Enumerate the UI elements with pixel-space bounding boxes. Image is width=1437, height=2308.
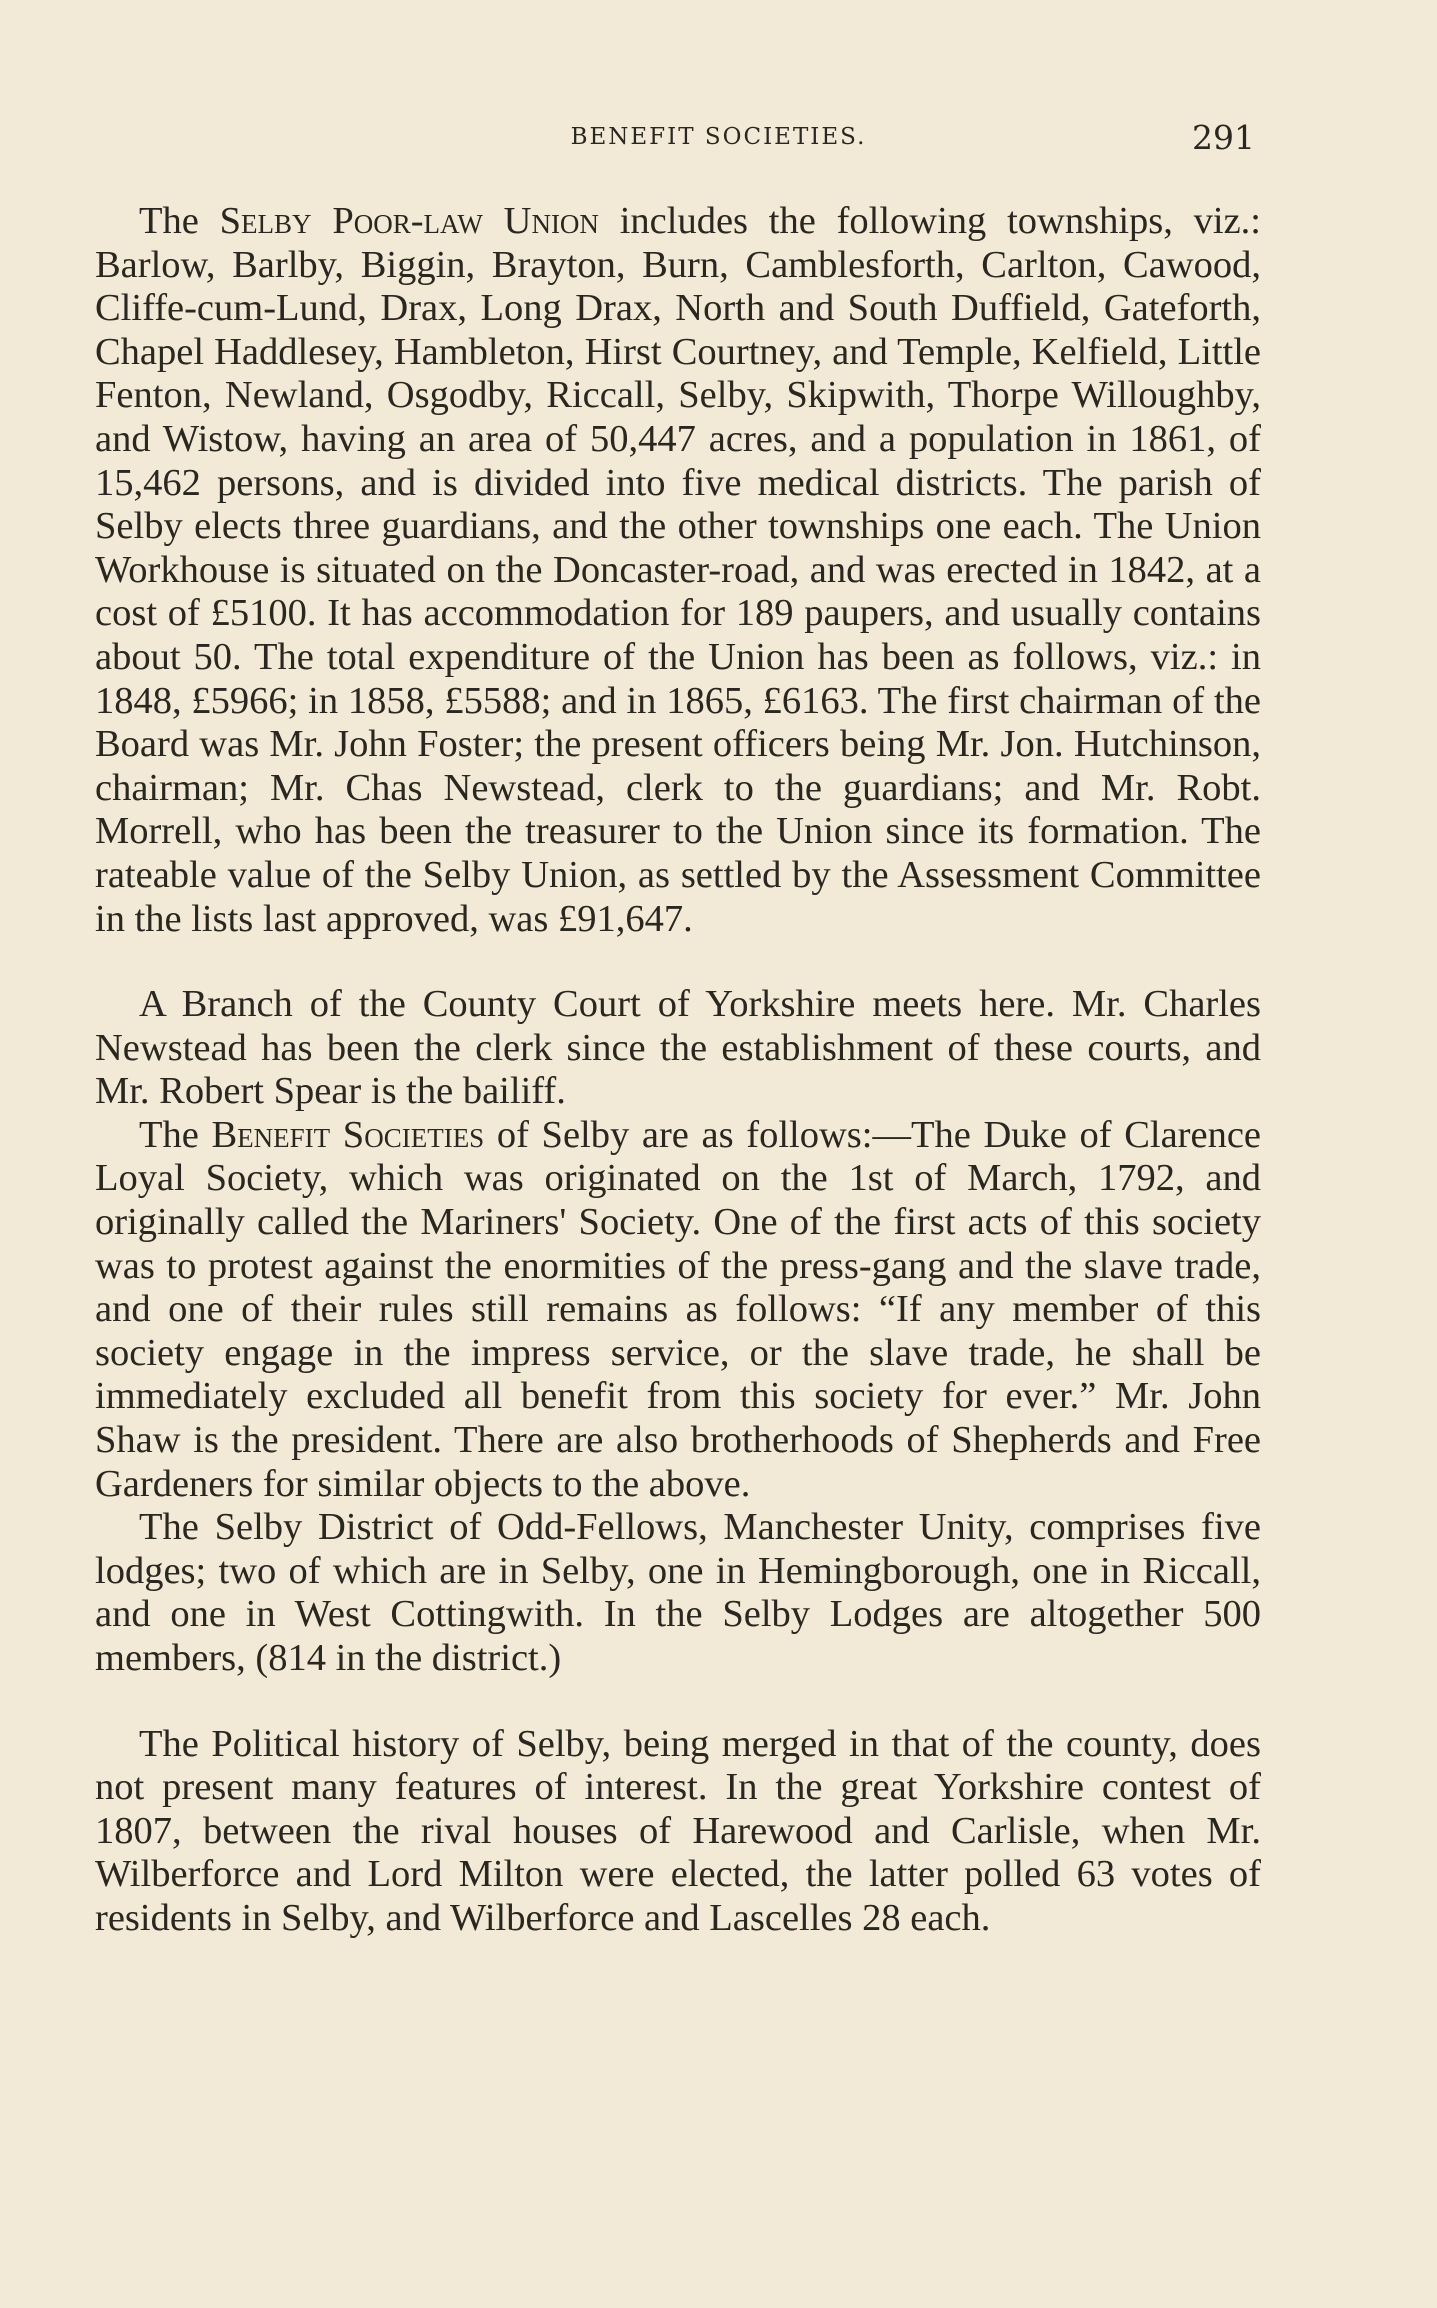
running-head-title: BENEFIT SOCIETIES. bbox=[570, 124, 867, 150]
body-text bbox=[95, 200, 1261, 1941]
paragraph-odd-fellows: The Selby District of Odd-Fellows, Manchester Unity, comprises five lodges; two of which are in Selby, one in Hemingborough, one in Riccall, and one in West Cottingwith. In the Selby Lodges are altogether 500 members, (814 in the district.) bbox=[95, 1506, 1261, 1679]
small-caps-heading: Benefit Societies bbox=[211, 1113, 485, 1156]
paragraph-county-court: A Branch of the County Court of Yorkshire meets here. Mr. Charles Newstead has been the clerk since the establishment of these courts, and Mr. Robert Spear is the bailiff. bbox=[95, 983, 1261, 1113]
small-caps-heading: Selby Poor-law Union bbox=[219, 200, 599, 242]
paragraph-lead: The bbox=[139, 1113, 212, 1156]
page-number: 291 bbox=[1192, 118, 1255, 157]
paragraph-benefit-societies bbox=[95, 1114, 1261, 1506]
paragraph-political-history: The Political history of Selby, being merged in that of the county, does not present many features of interest. In the great Yorkshire contest of 1807, between the rival houses of Harewood and Carlisle, when Mr. Wilberforce and Lord Milton were elected, the latter polled 63 votes of residents in Selby, and Wilberforce and Lascelles 28 each. bbox=[95, 1722, 1261, 1939]
paragraph-text: includes the following townships, viz.: Barlow, Barlby, Biggin, Brayton, Burn, Camblesforth, Carlton, Cawood, Cliffe-cum-Lund, Drax, Long Drax, North and South Duffield, Gateforth, Chapel Haddlesey, Hambleton, Hirst Courtney, and Temple, Kelfield, Little Fenton, Newland, Osgodby, Riccall, Selby, Skipwith, Thorpe Willoughby, and Wistow, having an area of 50,447 acres, and a population in 1861, of 15,462 persons, and is divided into five medical districts. The parish of Selby elects three guardians, and the other townships one each. The Union Workhouse is situated on the Doncaster-road, and was erected in 1842, at a cost of £5100. It has accommodation for 189 paupers, and usually contains about 50. The total expenditure of the Union has been as follows, viz.: in 1848, £5966; in 1858, £5588; and in 1865, £6163. The first chairman of the Board was Mr. John Foster; the present officers being Mr. Jon. Hutchinson, chairman; Mr. Chas Newstead, clerk to the guardians; and Mr. Robt. Morrell, who has been the treasurer to the Union since its formation. The rateable value of the Selby Union, as settled by the Assessment Committee in the lists last approved, was £91,647. bbox=[95, 200, 1261, 940]
paragraph-gap bbox=[95, 941, 1261, 983]
paragraph-text: of Selby are as follows:—The Duke of Clarence Loyal Society, which was originated on the 1st of March, 1792, and originally called the Mariners' Society. One of the first acts of this society was to protest against the enormities of the press-gang and the slave trade, and one of their rules still remains as follows: “If any member of this society engage in the impress service, or the slave trade, he shall be immediately excluded all benefit from this society for ever.” Mr. John Shaw is the president. There are also brotherhoods of Shepherds and Free Gardeners for similar objects to the above. bbox=[95, 1113, 1261, 1505]
paragraph-gap bbox=[95, 1681, 1261, 1723]
paragraph-lead: The bbox=[139, 200, 220, 242]
running-head bbox=[0, 118, 1437, 158]
paragraph-poor-law-union bbox=[95, 200, 1261, 941]
